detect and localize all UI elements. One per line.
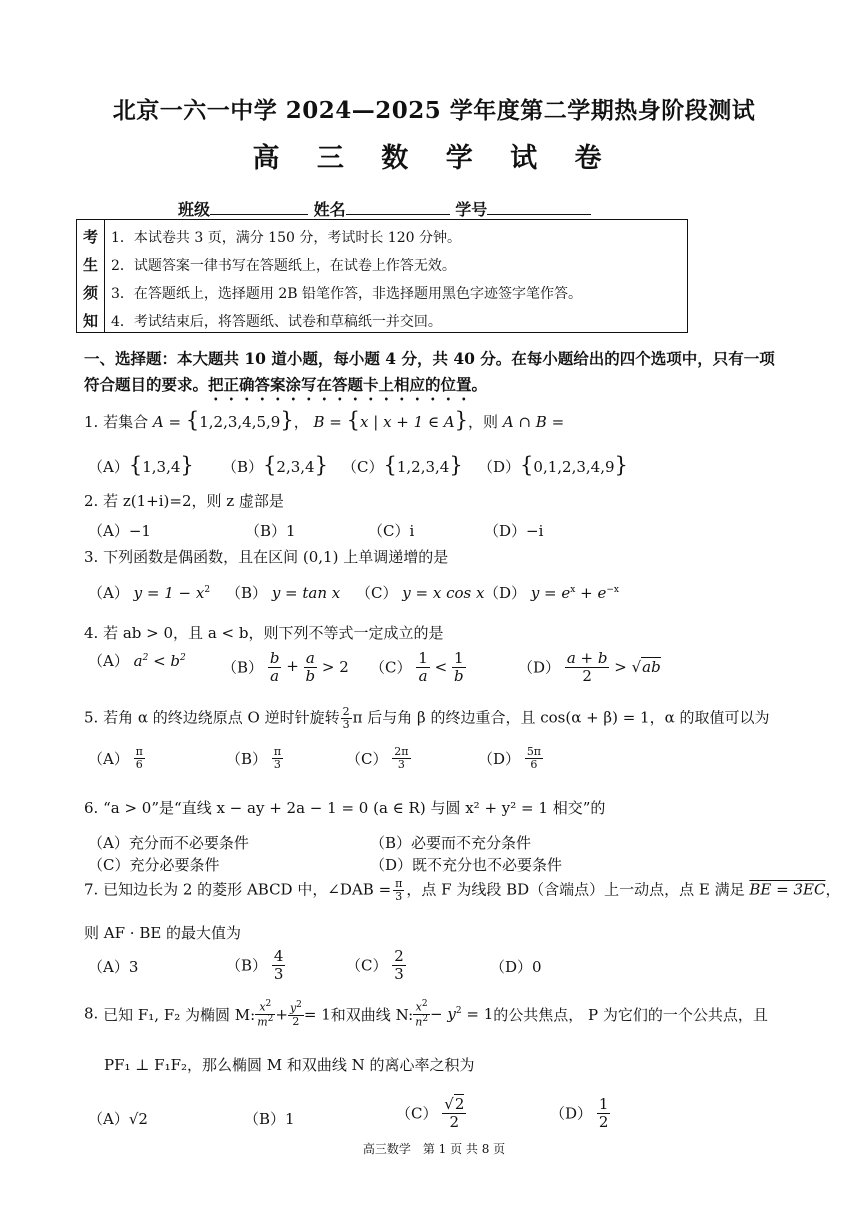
notice-line: 1．本试卷共 3 页，满分 150 分，考试时长 120 分钟。 (111, 230, 461, 246)
exam-title: 北京一六一中学 2024—2025 学年度第二学期热身阶段测试 (112, 97, 756, 124)
exam-subtitle: 高 三 数 学 试 卷 (252, 143, 616, 174)
question-text: ，则 (468, 413, 499, 431)
question-5: 5. 若角 α 的终边绕原点 O 逆时针旋转 $\frac{2}{3}$ π 后与角 β 的终边重合，且 cos(α + β) = 1，α 的取值可以为 (84, 705, 770, 732)
notice-head (77, 220, 105, 332)
question-6 (84, 797, 605, 818)
set-b-condition: x + 1 ∈ A (383, 413, 455, 431)
set-b-var: x (360, 413, 369, 431)
q1-option-c[interactable]: （C）{1,2,3,4} (342, 453, 463, 477)
question-number: 2. (84, 492, 99, 510)
q8-option-b[interactable]: （B）1 (244, 1110, 295, 1128)
q4-option-d[interactable]: （D） $\frac{a + b}{2}$ > √ab (518, 649, 661, 685)
question-number: 6. (84, 799, 99, 817)
question-text: 和双曲线 N: (330, 1005, 414, 1024)
q7-option-d[interactable]: （D）0 (490, 958, 542, 976)
question-text: ， (825, 880, 841, 899)
q2-option-d[interactable]: （D）−i (484, 522, 544, 540)
question-number: 3. (84, 548, 99, 566)
question-text: π 后与角 β 的终边重合，且 cos(α + β) = 1，α 的取值可以为 (352, 708, 770, 727)
question-7: 7. 已知边长为 2 的菱形 ABCD 中，∠DAB = $\frac{\pi}{3}$ ，点 F 为线段 BD（含端点）上一动点，点 E 满足 BE = 3EC， (84, 877, 841, 904)
question-text: “a > 0”是“直线 x − ay + 2a − 1 = 0 (a ∈ R) 与圆 x² + y² = 1 相交”的 (103, 799, 606, 817)
id-blank (487, 199, 591, 215)
q5-option-a[interactable]: （A） $\frac{\pi}{6}$ (88, 745, 143, 772)
question-text: 若角 α 的终边绕原点 O 逆时针旋转 (103, 708, 340, 727)
question-number: 4. (84, 624, 99, 642)
question-8-line2: PF₁ ⊥ F₁F₂，那么椭圆 M 和双曲线 N 的离心率之积为 (104, 1056, 475, 1074)
q6-option-c[interactable]: （C）充分必要条件 (88, 856, 220, 874)
q6-option-d[interactable]: （D）既不充分也不必要条件 (370, 856, 563, 874)
q1-option-a[interactable]: （A）{1,3,4} (88, 453, 194, 477)
q5-option-c[interactable]: （C） $\frac{2\pi}{3}$ (346, 745, 409, 772)
question-2 (84, 490, 284, 511)
question-text: 若 ab > 0，且 a < b，则下列不等式一定成立的是 (103, 624, 444, 642)
q4-option-b[interactable]: （B） $\frac{b}{a}$ + $\frac{a}{b}$ > 2 (222, 649, 349, 685)
exam-notice-box (76, 219, 688, 333)
q3-option-d[interactable]: （D） $y = e^x + e^{-x}$ (484, 584, 619, 602)
class-blank (210, 199, 308, 215)
question-8: 8. 已知 F₁, F₂ 为椭圆 M: $\frac{x^2}{m^2}$ + $\frac{y^2}{2}$ = 1和双曲线 N: $\frac{x^2}{n^2}$ − $y^2 = 1$的公共焦点， P 为它们的一个公共点，且 (84, 999, 768, 1029)
q8-option-c[interactable]: （C） $\frac{√2}{2}$ (396, 1095, 465, 1131)
q7-option-c[interactable]: （C） $\frac{2}{3}$ (346, 947, 404, 983)
section-heading-text: 一、选择题：本大题共 10 道小题，每小题 4 分，共 40 分。在每小题给出的四个选项中，只有一项符合题目的要求。 (84, 349, 775, 394)
notice-line: 3．在答题纸上，选择题用 2B 铅笔作答，非选择题用黑色字迹签字笔作答。 (111, 286, 583, 302)
notice-head-char: 须 (82, 284, 98, 302)
question-number: 7. (84, 880, 99, 899)
notice-head-char: 生 (82, 256, 98, 274)
q5-option-d[interactable]: （D） $\frac{5\pi}{6}$ (478, 745, 542, 772)
q8-option-d[interactable]: （D） $\frac{1}{2}$ (550, 1095, 609, 1131)
question-number: 5. (84, 708, 99, 727)
q6-option-a[interactable]: （A）充分而不必要条件 (88, 834, 249, 852)
name-label: 姓名 (313, 200, 346, 219)
notice-line: 2．试题答案一律书写在答题纸上，在试卷上作答无效。 (111, 258, 456, 274)
question-text: 若集合 (103, 413, 149, 431)
section-heading-emphasis: 把正确答案涂写在答题卡上相应的位置 (208, 375, 472, 394)
q3-option-c[interactable]: （C） y = x cos x (356, 584, 485, 602)
notice-head-char: 知 (82, 312, 98, 330)
set-b-name: B (313, 413, 325, 431)
name-blank (346, 199, 450, 215)
question-text: 已知边长为 2 的菱形 ABCD 中，∠DAB = (103, 880, 392, 899)
notice-line: 4．考试结束后，将答题纸、试卷和草稿纸一并交回。 (111, 314, 442, 330)
set-a-name: A (152, 413, 164, 431)
q4-option-a[interactable]: （A） $a^2 < b^2$ (88, 651, 186, 670)
q1-option-d[interactable]: （D）{0,1,2,3,4,9} (478, 453, 628, 477)
q2-option-c[interactable]: （C）i (368, 522, 415, 540)
question-3 (84, 546, 448, 567)
question-number: 8. (84, 1004, 99, 1023)
student-info (178, 197, 591, 220)
q4-option-c[interactable]: （C） $\frac{1}{a}$ < $\frac{1}{b}$ (370, 649, 464, 685)
notice-head-char: 考 (82, 228, 98, 246)
q8-option-a[interactable]: （A）√2 (88, 1110, 148, 1128)
question-text: 的公共焦点， P 为它们的一个公共点，且 (493, 1005, 768, 1024)
page-footer: 高三数学 第 1 页 共 8 页 (362, 1142, 506, 1156)
q2-option-b[interactable]: （B）1 (245, 522, 296, 540)
q7-option-a[interactable]: （A）3 (88, 958, 139, 976)
question-text: 若 z(1+i)=2，则 z 虚部是 (103, 492, 284, 510)
vector-condition: BE = 3EC (749, 880, 826, 899)
q2-option-a[interactable]: （A）−1 (88, 522, 151, 540)
question-text: 已知 F₁, F₂ 为椭圆 M: (103, 1005, 256, 1024)
question-text: ，点 F 为线段 BD（含端点）上一动点，点 E 满足 (406, 880, 745, 899)
q1-option-b[interactable]: （B）{2,3,4} (222, 453, 328, 477)
section-heading-end: 。 (471, 375, 488, 394)
q3-option-a[interactable]: （A） $y = 1 - x^2$ (88, 584, 211, 602)
q5-option-b[interactable]: （B） $\frac{\pi}{3}$ (226, 745, 282, 772)
q6-option-b[interactable]: （B）必要而不充分条件 (370, 834, 532, 852)
id-label: 学号 (455, 200, 488, 219)
q7-option-b[interactable]: （B） $\frac{4}{3}$ (226, 947, 284, 983)
question-1: 1. 若集合 A = {1,2,3,4,5,9}， B = {x | x + 1 ∈ A}，则 A ∩ B = (84, 408, 565, 432)
set-a-elements: 1,2,3,4,5,9 (199, 413, 281, 431)
question-4 (84, 622, 443, 643)
question-text: 下列函数是偶函数，且在区间 (0,1) 上单调递增的是 (103, 548, 449, 566)
question-number: 1. (84, 413, 99, 431)
class-label: 班级 (178, 200, 211, 219)
q3-option-b[interactable]: （B） y = tan x (226, 584, 341, 602)
section-heading (84, 346, 790, 404)
question-7-line2: 则 AF · BE 的最大值为 (84, 924, 242, 942)
